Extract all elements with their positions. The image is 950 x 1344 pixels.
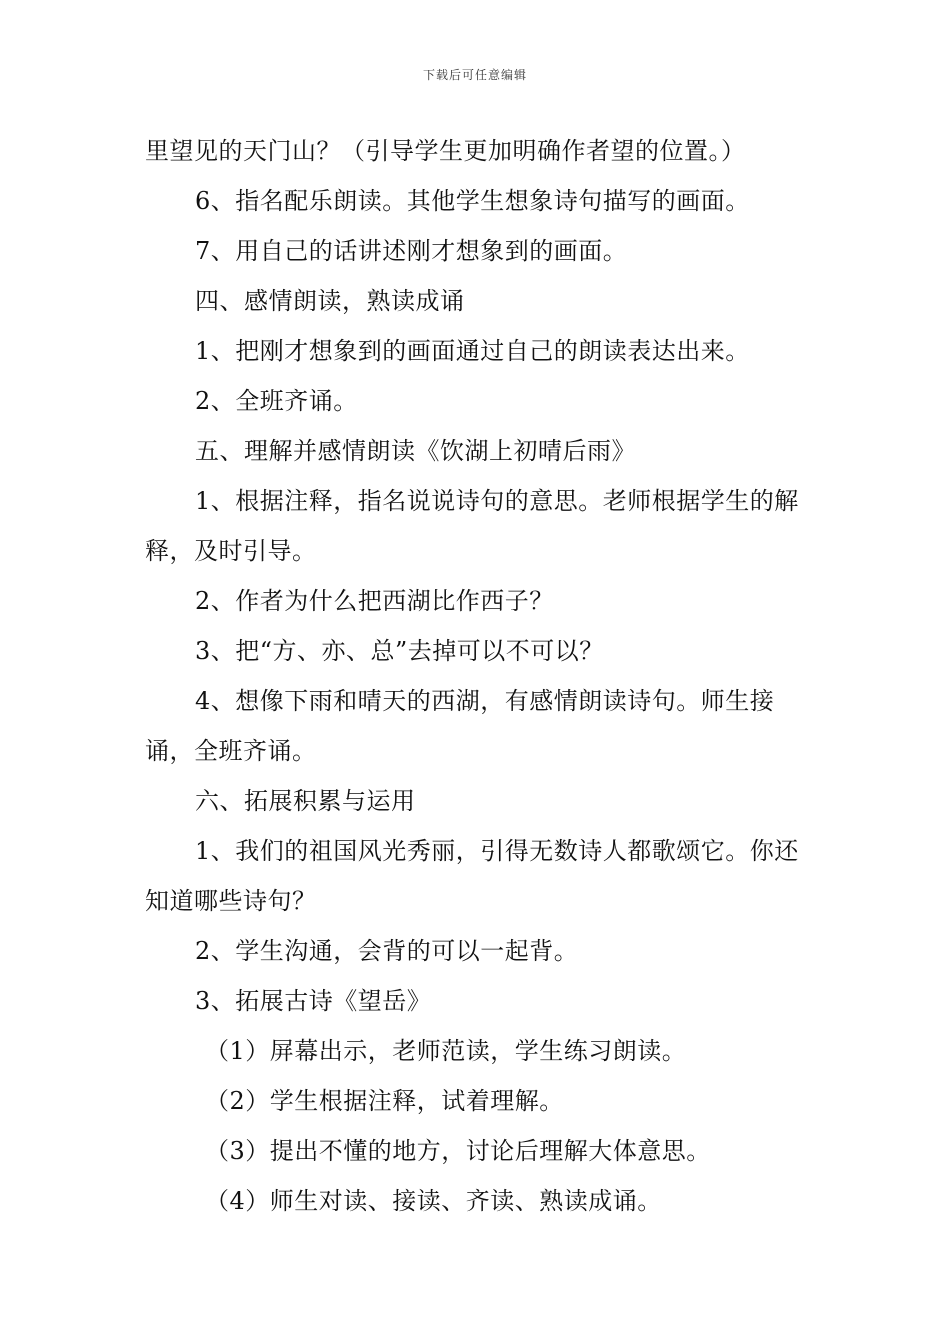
paragraph-sub-2: （2）学生根据注释，试着理解。 bbox=[205, 1087, 564, 1115]
paragraph-step-7: 7、用自己的话讲述刚才想象到的画面。 bbox=[195, 237, 628, 265]
paragraph-s6-1: 1、我们的祖国风光秀丽，引得无数诗人都歌颂它。你还知道哪些诗句？ bbox=[145, 837, 799, 915]
paragraph-s4-2: 2、全班齐诵。 bbox=[195, 387, 358, 415]
paragraph-sub-4: （4）师生对读、接读、齐读、熟读成诵。 bbox=[205, 1187, 662, 1215]
paragraph-s5-1: 1、根据注释，指名说说诗句的意思。老师根据学生的解释，及时引导。 bbox=[145, 487, 799, 565]
paragraph-sub-3: （3）提出不懂的地方，讨论后理解大体意思。 bbox=[205, 1137, 711, 1165]
paragraph-continuation: 里望见的天门山？（引导学生更加明确作者望的位置。） bbox=[145, 137, 746, 165]
paragraph-s6-3: 3、拓展古诗《望岳》 bbox=[195, 987, 432, 1015]
paragraph-s5-2: 2、作者为什么把西湖比作西子？ bbox=[195, 587, 554, 615]
paragraph-s4-1: 1、把刚才想象到的画面通过自己的朗读表达出来。 bbox=[195, 337, 750, 365]
section-heading-5: 五、理解并感情朗读《饮湖上初晴后雨》 bbox=[195, 437, 636, 465]
section-heading-6: 六、拓展积累与运用 bbox=[195, 787, 416, 815]
section-heading-4: 四、感情朗读，熟读成诵 bbox=[195, 287, 465, 315]
document-body bbox=[145, 126, 810, 1226]
paragraph-step-6: 6、指名配乐朗读。其他学生想象诗句描写的画面。 bbox=[195, 187, 750, 215]
page-header-note: 下载后可任意编辑 bbox=[422, 68, 527, 82]
paragraph-s5-3: 3、把“方、亦、总”去掉可以不可以？ bbox=[195, 637, 604, 665]
paragraph-sub-1: （1）屏幕出示，老师范读，学生练习朗读。 bbox=[205, 1037, 687, 1065]
paragraph-s5-4: 4、想像下雨和晴天的西湖，有感情朗读诗句。师生接诵，全班齐诵。 bbox=[145, 687, 775, 765]
paragraph-s6-2: 2、学生沟通，会背的可以一起背。 bbox=[195, 937, 579, 965]
